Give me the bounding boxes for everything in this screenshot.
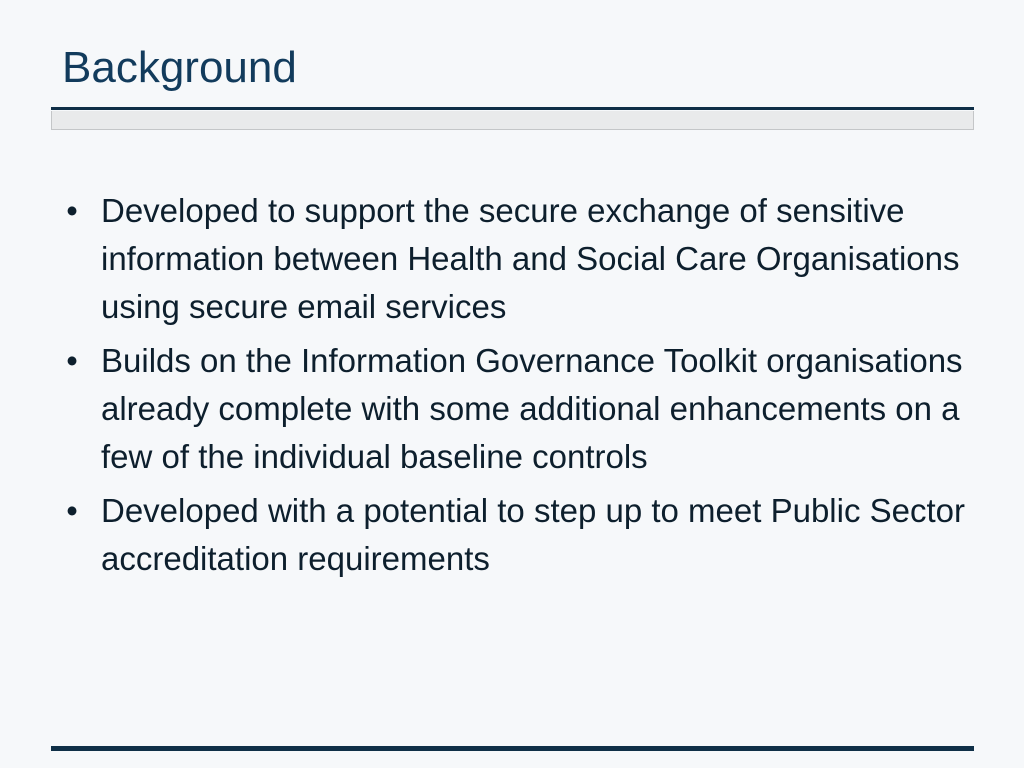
footer-divider <box>51 746 974 751</box>
bullet-item-3 <box>60 487 972 583</box>
slide-title: Background <box>62 43 297 92</box>
bullet-list <box>60 187 972 583</box>
bullet-item-2 <box>60 337 972 481</box>
bullet-item-1 <box>60 187 972 331</box>
bullet-text: Developed to support the secure exchange of sensitive information between Health and Social Care Organisations using secure email services <box>101 192 960 325</box>
slide-content <box>60 187 972 589</box>
bullet-text: Builds on the Information Governance Toolkit organisations already complete with some additional enhancements on a few of the individual baseline controls <box>101 342 963 475</box>
title-shadow-band <box>51 111 974 130</box>
bullet-text: Developed with a potential to step up to meet Public Sector accreditation requirements <box>101 492 966 577</box>
bullet-dot-icon: • <box>66 192 78 229</box>
title-divider <box>51 107 974 110</box>
bullet-dot-icon: • <box>66 492 78 529</box>
bullet-dot-icon: • <box>66 342 78 379</box>
